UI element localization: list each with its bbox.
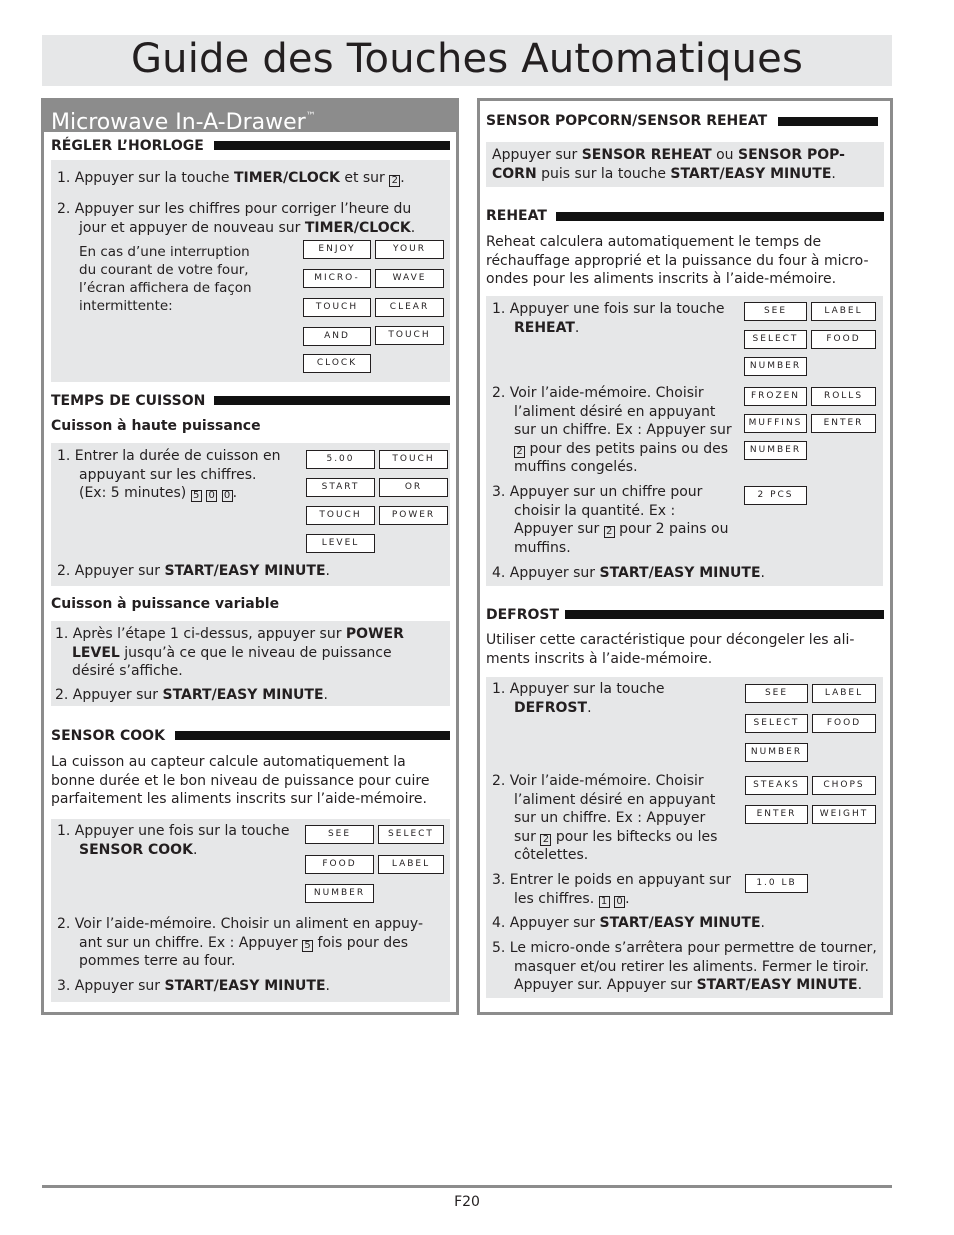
popcorn-text: Appuyer sur SENSOR REHEAT ou SENSOR POP- CORN puis sur la touche START/EASY MINUTE.: [492, 147, 845, 182]
clock-heading-rule: [214, 141, 450, 150]
reheat-step-2: 2. Voir l’aide-mémoire. Choisir l’aliment désiré en appuyant sur un chiffre. Ex : Appuyer sur 2 pour des petits pains ou des muffins congelés.: [492, 385, 732, 475]
defrost-step-2: 2. Voir l’aide-mémoire. Choisir l’aliment désiré en appuyant sur un chiffre. Ex : Appuyer sur 2 pour les biftecks ou les côtelettes.: [492, 773, 718, 863]
reheat-step-3: 3. Appuyer sur un chiffre pour choisir la quantité. Ex : Appuyer sur 2 pour 2 pains ou muffins.: [492, 484, 729, 556]
display-touch-3: TOUCH: [379, 450, 448, 469]
reheat-intro: Reheat calculera automatiquement le temps de réchauffage approprié et la puissance du four à micro- ondes pour les aliments inscrits à l’aide-mémoire.: [486, 234, 869, 287]
display-start: START: [306, 478, 375, 497]
reheat-heading: REHEAT: [486, 208, 547, 224]
display-clock: CLOCK: [303, 354, 371, 373]
page-number: F20: [454, 1194, 480, 1210]
reheat-step-1: 1. Appuyer une fois sur la touche REHEAT.: [492, 301, 725, 336]
reheat-heading-rule: [556, 212, 884, 221]
display-500: 5.00: [306, 450, 375, 469]
display-defrost-select: SELECT: [745, 714, 808, 733]
display-power: POWER: [379, 506, 448, 525]
defrost-intro: Utiliser cette caractéristique pour décongeler les ali- ments inscrits à l’aide-mémoire.: [486, 632, 855, 667]
display-select: SELECT: [378, 825, 444, 844]
display-clear: CLEAR: [375, 298, 444, 317]
cook-time-heading-rule: [214, 396, 450, 405]
variable-power-subheading: Cuisson à puissance variable: [51, 596, 280, 612]
high-power-step-2: 2. Appuyer sur START/EASY MINUTE.: [57, 563, 330, 579]
clock-step-2-line1: 2. Appuyer sur les chiffres pour corriger l’heure du: [57, 201, 412, 217]
clock-heading: RÉGLER L’HORLOGE: [51, 138, 204, 154]
defrost-heading-rule: [565, 610, 884, 619]
display-1lb: 1.0 LB: [745, 874, 808, 893]
display-touch-4: TOUCH: [306, 506, 375, 525]
popcorn-heading-rule: [778, 117, 878, 126]
display-and: AND: [303, 327, 371, 346]
display-reheat-number: NUMBER: [744, 357, 807, 376]
footer-rule: [42, 1185, 892, 1188]
left-header-title: Microwave In-A-Drawer™: [51, 110, 316, 135]
sensor-cook-heading: SENSOR COOK: [51, 728, 165, 744]
page-title: Guide des Touches Automatiques: [130, 36, 804, 82]
defrost-step-5: 5. Le micro-onde s’arrêtera pour permettre de tourner, masquer et/ou retirer les aliments. Fermer le tiroir. Appuyer sur. Appuyer sur START/EASY MINUTE.: [492, 940, 877, 993]
display-label: LABEL: [378, 855, 444, 874]
clock-step-2-line2: jour et appuyer de nouveau sur TIMER/CLOCK.: [79, 220, 416, 236]
variable-step-1: 1. Après l’étape 1 ci-dessus, appuyer sur POWER LEVEL jusqu’à ce que le niveau de puissance désiré s’affiche.: [55, 626, 404, 679]
display-level: LEVEL: [306, 534, 375, 553]
display-rolls: ROLLS: [811, 387, 876, 406]
display-see: SEE: [305, 825, 374, 844]
display-muffins: MUFFINS: [744, 414, 807, 433]
sensor-cook-step-1: 1. Appuyer une fois sur la touche SENSOR COOK.: [57, 823, 290, 858]
display-chops: CHOPS: [812, 776, 876, 795]
display-your: YOUR: [375, 240, 444, 259]
display-defrost-number: NUMBER: [745, 743, 808, 762]
display-micro: MICRO-: [303, 269, 371, 288]
defrost-step-1: 1. Appuyer sur la touche DEFROST.: [492, 681, 665, 716]
defrost-step-4: 4. Appuyer sur START/EASY MINUTE.: [492, 915, 765, 931]
clock-step-1: 1. Appuyer sur la touche TIMER/CLOCK et sur 2 .: [57, 170, 405, 186]
display-number: NUMBER: [305, 884, 374, 903]
sensor-cook-step-3: 3. Appuyer sur START/EASY MINUTE.: [57, 978, 330, 994]
popcorn-heading: SENSOR POPCORN/SENSOR REHEAT: [486, 113, 768, 129]
sensor-cook-intro: La cuisson au capteur calcule automatiquement la bonne durée et le bon niveau de puissance pour cuire parfaitement les aliments inscrits sur l’aide-mémoire.: [51, 754, 430, 807]
display-reheat-see: SEE: [744, 302, 807, 321]
display-food: FOOD: [305, 855, 374, 874]
display-touch: TOUCH: [303, 298, 371, 317]
defrost-step-3: 3. Entrer le poids en appuyant sur les chiffres. 1 0 .: [492, 872, 731, 907]
display-reheat-label: LABEL: [811, 302, 876, 321]
defrost-heading: DEFROST: [486, 607, 560, 623]
display-touch-2: TOUCH: [375, 326, 444, 345]
display-reheat-number-2: NUMBER: [744, 441, 807, 460]
display-defrost-food: FOOD: [812, 714, 876, 733]
display-frozen: FROZEN: [744, 387, 807, 406]
cook-time-heading: TEMPS DE CUISSON: [51, 393, 206, 409]
high-power-step-1: 1. Entrer la durée de cuisson en appuyant sur les chiffres. (Ex: 5 minutes) 5 0 0 .: [57, 448, 281, 501]
display-wave: WAVE: [375, 269, 444, 288]
variable-step-2: 2. Appuyer sur START/EASY MINUTE.: [55, 687, 328, 703]
display-defrost-see: SEE: [745, 684, 808, 703]
reheat-step-4: 4. Appuyer sur START/EASY MINUTE.: [492, 565, 765, 581]
display-weight: WEIGHT: [812, 805, 876, 824]
display-defrost-label: LABEL: [812, 684, 876, 703]
display-2pcs: 2 PCS: [744, 486, 807, 505]
high-power-subheading: Cuisson à haute puissance: [51, 418, 261, 434]
sensor-cook-step-2: 2. Voir l’aide-mémoire. Choisir un aliment en appuy- ant sur un chiffre. Ex : Appuyer 5 fois pour des pommes terre au four.: [57, 916, 423, 969]
display-enjoy: ENJOY: [303, 240, 371, 259]
clock-note: En cas d’une interruption du courant de votre four, l’écran affichera de façon intermittente:: [79, 244, 252, 314]
display-or: OR: [379, 478, 448, 497]
display-enter: ENTER: [811, 414, 876, 433]
display-reheat-food: FOOD: [811, 330, 876, 349]
display-defrost-enter: ENTER: [745, 805, 808, 824]
display-reheat-select: SELECT: [744, 330, 807, 349]
display-steaks: STEAKS: [745, 776, 808, 795]
sensor-cook-heading-rule: [175, 731, 450, 740]
